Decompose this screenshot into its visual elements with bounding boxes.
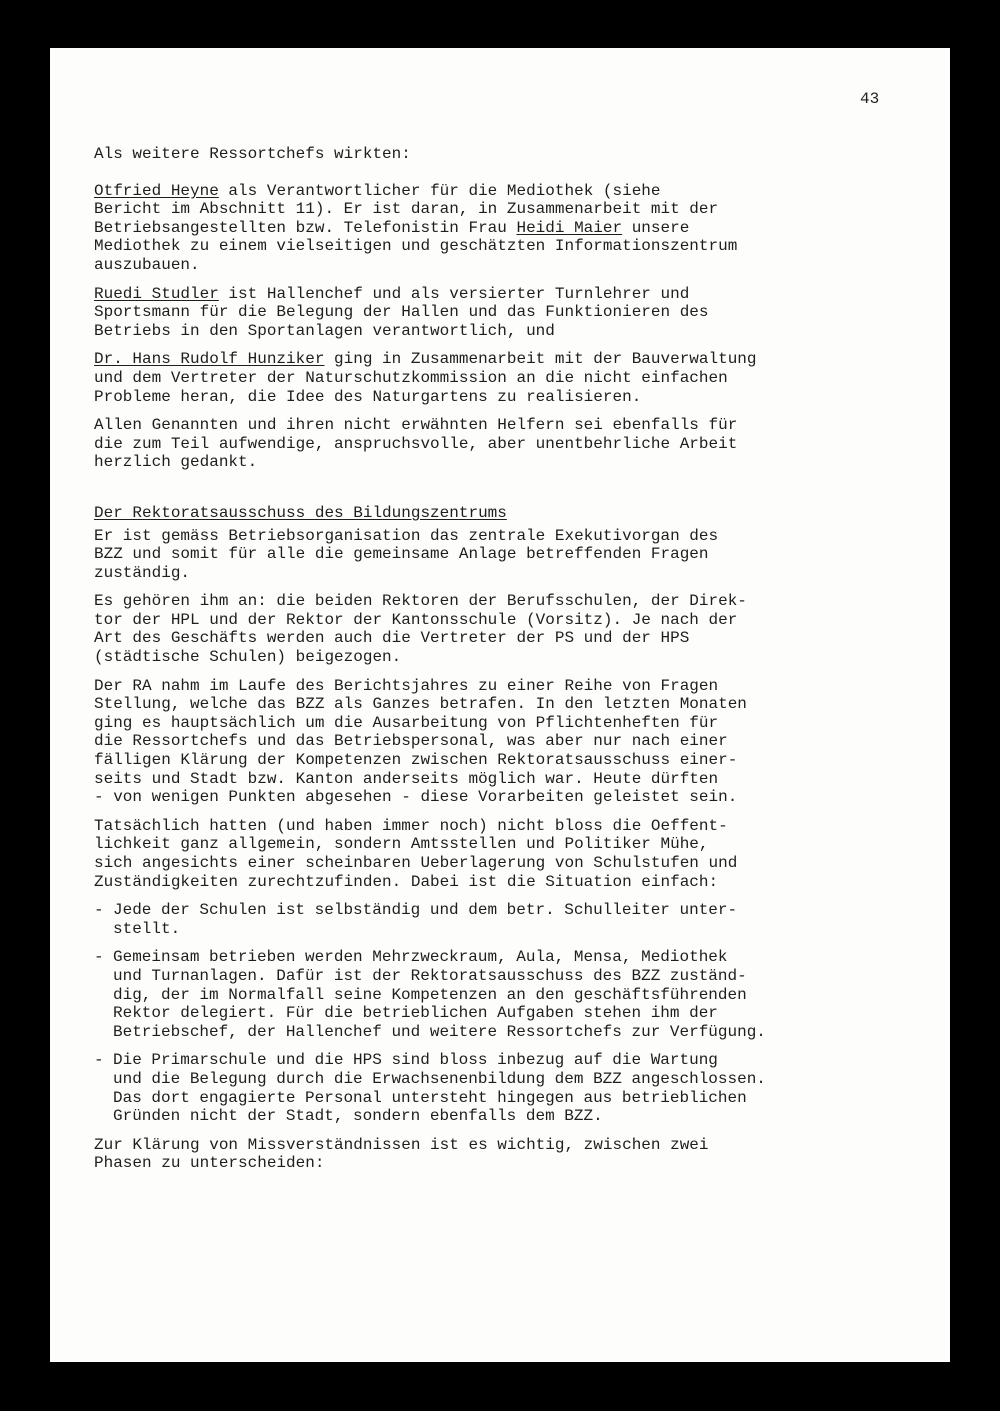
list-item: - Die Primarschule und die HPS sind bloss inbezug auf die Wartung und die Belegung durch die Erwachsenenbildung dem BZZ angeschlossen. Das dort engagierte Personal untersteht hingegen aus betrieblichen Gründen nicht der Stadt, sondern ebenfalls dem BZZ. bbox=[94, 1051, 766, 1126]
name-otfried-heyne: Otfried Heyne bbox=[94, 181, 219, 200]
bullet-dash: - bbox=[94, 901, 104, 920]
paragraph-phases: Zur Klärung von Missverständnissen ist es wichtig, zwischen zwei Phasen zu unterscheiden: bbox=[94, 1135, 709, 1173]
bullet-dash: - bbox=[94, 1051, 104, 1070]
paragraph-members: Es gehören ihm an: die beiden Rektoren der Berufsschulen, der Direk- tor der HPL und der Rektor der Kantonsschule (Vorsitz). Je nach der Art des Geschäfts werden auch die Vertreter der PS und der HPS (städtische Schulen) beigezogen. bbox=[94, 592, 747, 667]
bullet-dash: - bbox=[94, 948, 104, 967]
name-heidi-maier: Heidi Maier bbox=[516, 218, 623, 237]
paragraph-ra-activity: Der RA nahm im Laufe des Berichtsjahres zu einer Reihe von Fragen Stellung, welche das BZZ als Ganzes betrafen. In den letzten Monaten ging es hauptsächlich um die Ausarbeitung von Pflichtenheften für die Ressortchefs und das Betriebspersonal, was aber nur nach einer fälligen Klärung der Kompetenzen zwischen Rektoratsausschuss einer- seits und Stadt bzw. Kanton anderseits möglich war. Heute dürften - von wenigen Punkten abgesehen - diese Vorarbeiten geleistet sein. bbox=[94, 676, 747, 807]
list-item: - Jede der Schulen ist selbständig und dem betr. Schulleiter unter- stellt. bbox=[94, 901, 738, 938]
paragraph-heyne: Otfried Heyne als Verantwortlicher für die Mediothek (siehe Bericht im Abschnitt 11). Er ist daran, in Zusammenarbeit mit der Betriebsangestellten bzw. Telefonistin Frau Heidi Maier unsere Mediothek zu einem vielseitigen und geschätzten Informationszentrum auszubauen. bbox=[94, 181, 738, 274]
paragraph-situation: Tatsächlich hatten (und haben immer noch) nicht bloss die Oeffent- lichkeit ganz allgemein, sondern Amtsstellen und Politiker Mühe, sich angesichts einer scheinbaren Ueberlagerung von Schulstufen und Zuständigkeiten zurechtzufinden. Dabei ist die Situation einfach: bbox=[94, 816, 738, 891]
section-heading: Der Rektoratsausschuss des Bildungszentrums bbox=[94, 503, 507, 522]
name-hans-rudolf-hunziker: Dr. Hans Rudolf Hunziker bbox=[94, 350, 325, 369]
paragraph-hunziker: Dr. Hans Rudolf Hunziker ging in Zusammenarbeit mit der Bauverwaltung und dem Vertreter der Naturschutzkommission an die nicht einfachen Probleme heran, die Idee des Naturgartens zu realisieren. bbox=[94, 350, 757, 406]
paragraph-thanks: Allen Genannten und ihren nicht erwähnten Helfern sei ebenfalls für die zum Teil aufwendige, anspruchsvolle, aber unentbehrliche Arbeit herzlich gedankt. bbox=[94, 416, 738, 472]
page-number: 43 bbox=[860, 90, 880, 108]
list-item: - Gemeinsam betrieben werden Mehrzweckraum, Aula, Mensa, Mediothek und Turnanlagen. Dafür ist der Rektoratsausschuss des BZZ zuständ- dig, der im Normalfall seine Kompetenzen an den geschäftsführenden Rektor delegiert. Für die betrieblichen Aufgaben stehen ihm der Betriebschef, der Hallenchef und weitere Ressortchefs zur Verfügung. bbox=[94, 948, 766, 1041]
intro-line: Als weitere Ressortchefs wirkten: bbox=[94, 145, 411, 163]
name-ruedi-studler: Ruedi Studler bbox=[94, 284, 219, 303]
body-text bbox=[94, 145, 874, 1173]
document-page bbox=[50, 48, 950, 1362]
paragraph-studler: Ruedi Studler ist Hallenchef und als versierter Turnlehrer und Sportsmann für die Belegung der Hallen und das Funktionieren des Betriebs in den Sportanlagen verantwortlich, und bbox=[94, 284, 709, 340]
paragraph-exekutivorgan: Er ist gemäss Betriebsorganisation das zentrale Exekutivorgan des BZZ und somit für alle die gemeinsame Anlage betreffenden Fragen zuständig. bbox=[94, 526, 719, 582]
